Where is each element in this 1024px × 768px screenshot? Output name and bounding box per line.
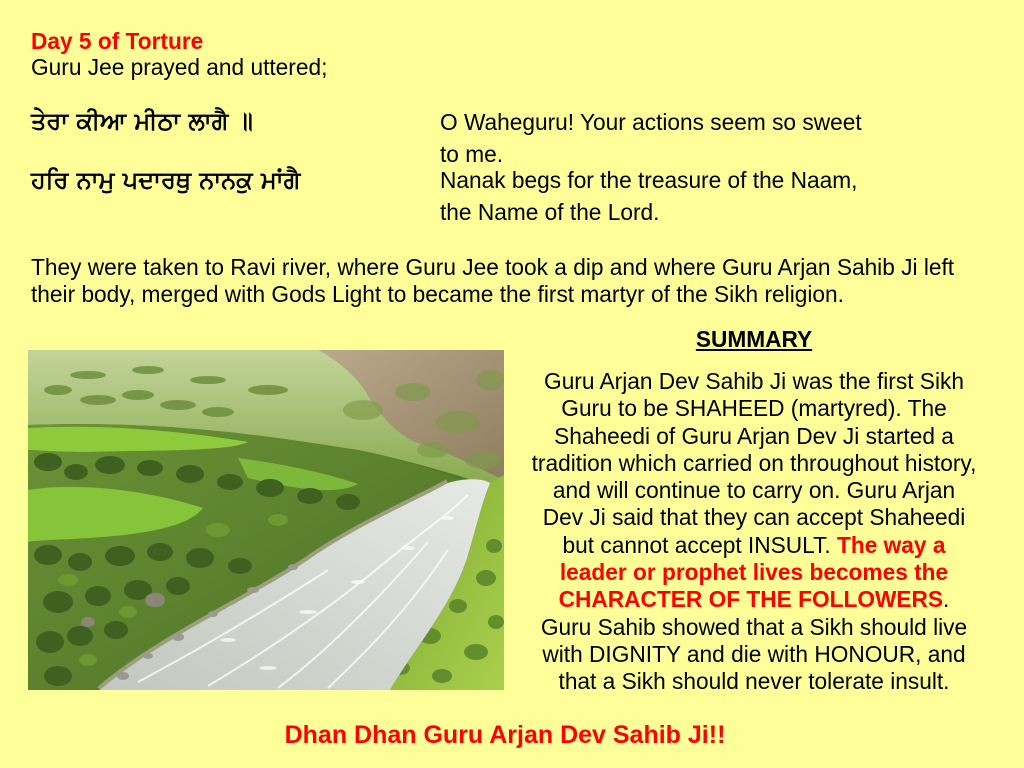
translation-line: O Waheguru! Your actions seem so sweet: [440, 109, 862, 135]
closing-line: Dhan Dhan Guru Arjan Dev Sahib Ji!!: [284, 721, 726, 749]
summary-line: and will continue to carry on. Guru Arjan: [552, 477, 956, 504]
translation-line: Nanak begs for the treasure of the Naam,: [440, 167, 858, 193]
narrative-line: They were taken to Ravi river, where Guru Jee took a dip and where Guru Arjan Sahib Ji left: [31, 254, 955, 280]
summary-text: but cannot accept INSULT.: [562, 531, 838, 558]
summary-line: that a Sikh should never tolerate insult.: [558, 668, 950, 695]
summary-line: Guru Arjan Dev Sahib Ji was the first Sikh: [544, 368, 964, 394]
emphasis-text: leader or prophet lives becomes the: [559, 559, 949, 586]
emphasis-text: The way a: [837, 531, 946, 558]
verse-1-gurmukhi: ਤੇਰਾ ਕੀਆ ਮੀਠਾ ਲਾਗੈ ॥: [31, 107, 253, 135]
intro-line: Guru Jee prayed and uttered;: [31, 54, 328, 80]
summary-line: tradition which carried on throughout history,: [531, 449, 977, 476]
summary-line: [527, 586, 981, 613]
verse-1-translation: [440, 106, 862, 170]
translation-line: the Name of the Lord.: [440, 199, 660, 225]
summary-text: .: [943, 586, 950, 613]
summary-line: Dev Ji said that they can accept Shaheedi: [542, 504, 966, 531]
summary-line: with DIGNITY and die with HONOUR, and: [542, 640, 966, 667]
summary-heading: SUMMARY: [695, 326, 813, 352]
summary-line: Shaheedi of Guru Arjan Dev Ji started a: [554, 422, 954, 449]
summary-body: [527, 368, 981, 696]
summary-line: [527, 532, 981, 559]
summary-line: Guru Sahib showed that a Sikh should live: [540, 613, 968, 640]
verse-2-gurmukhi: ਹਰਿ ਨਾਮੁ ਪਦਾਰਥੁ ਨਾਨਕੁ ਮਾਂਗੈ: [31, 166, 301, 194]
narrative-paragraph: [31, 254, 954, 308]
translation-line: to me.: [440, 141, 504, 167]
river-valley-photo: [28, 350, 504, 690]
emphasis-text: CHARACTER OF THE FOLLOWERS: [558, 586, 944, 613]
narrative-line: their body, merged with Gods Light to became the first martyr of the Sikh religion.: [31, 281, 844, 307]
day-title: Day 5 of Torture: [31, 28, 204, 54]
verse-2-translation: [440, 164, 857, 228]
summary-line: [527, 559, 981, 586]
summary-line: Guru to be SHAHEED (martyred). The: [561, 395, 947, 422]
